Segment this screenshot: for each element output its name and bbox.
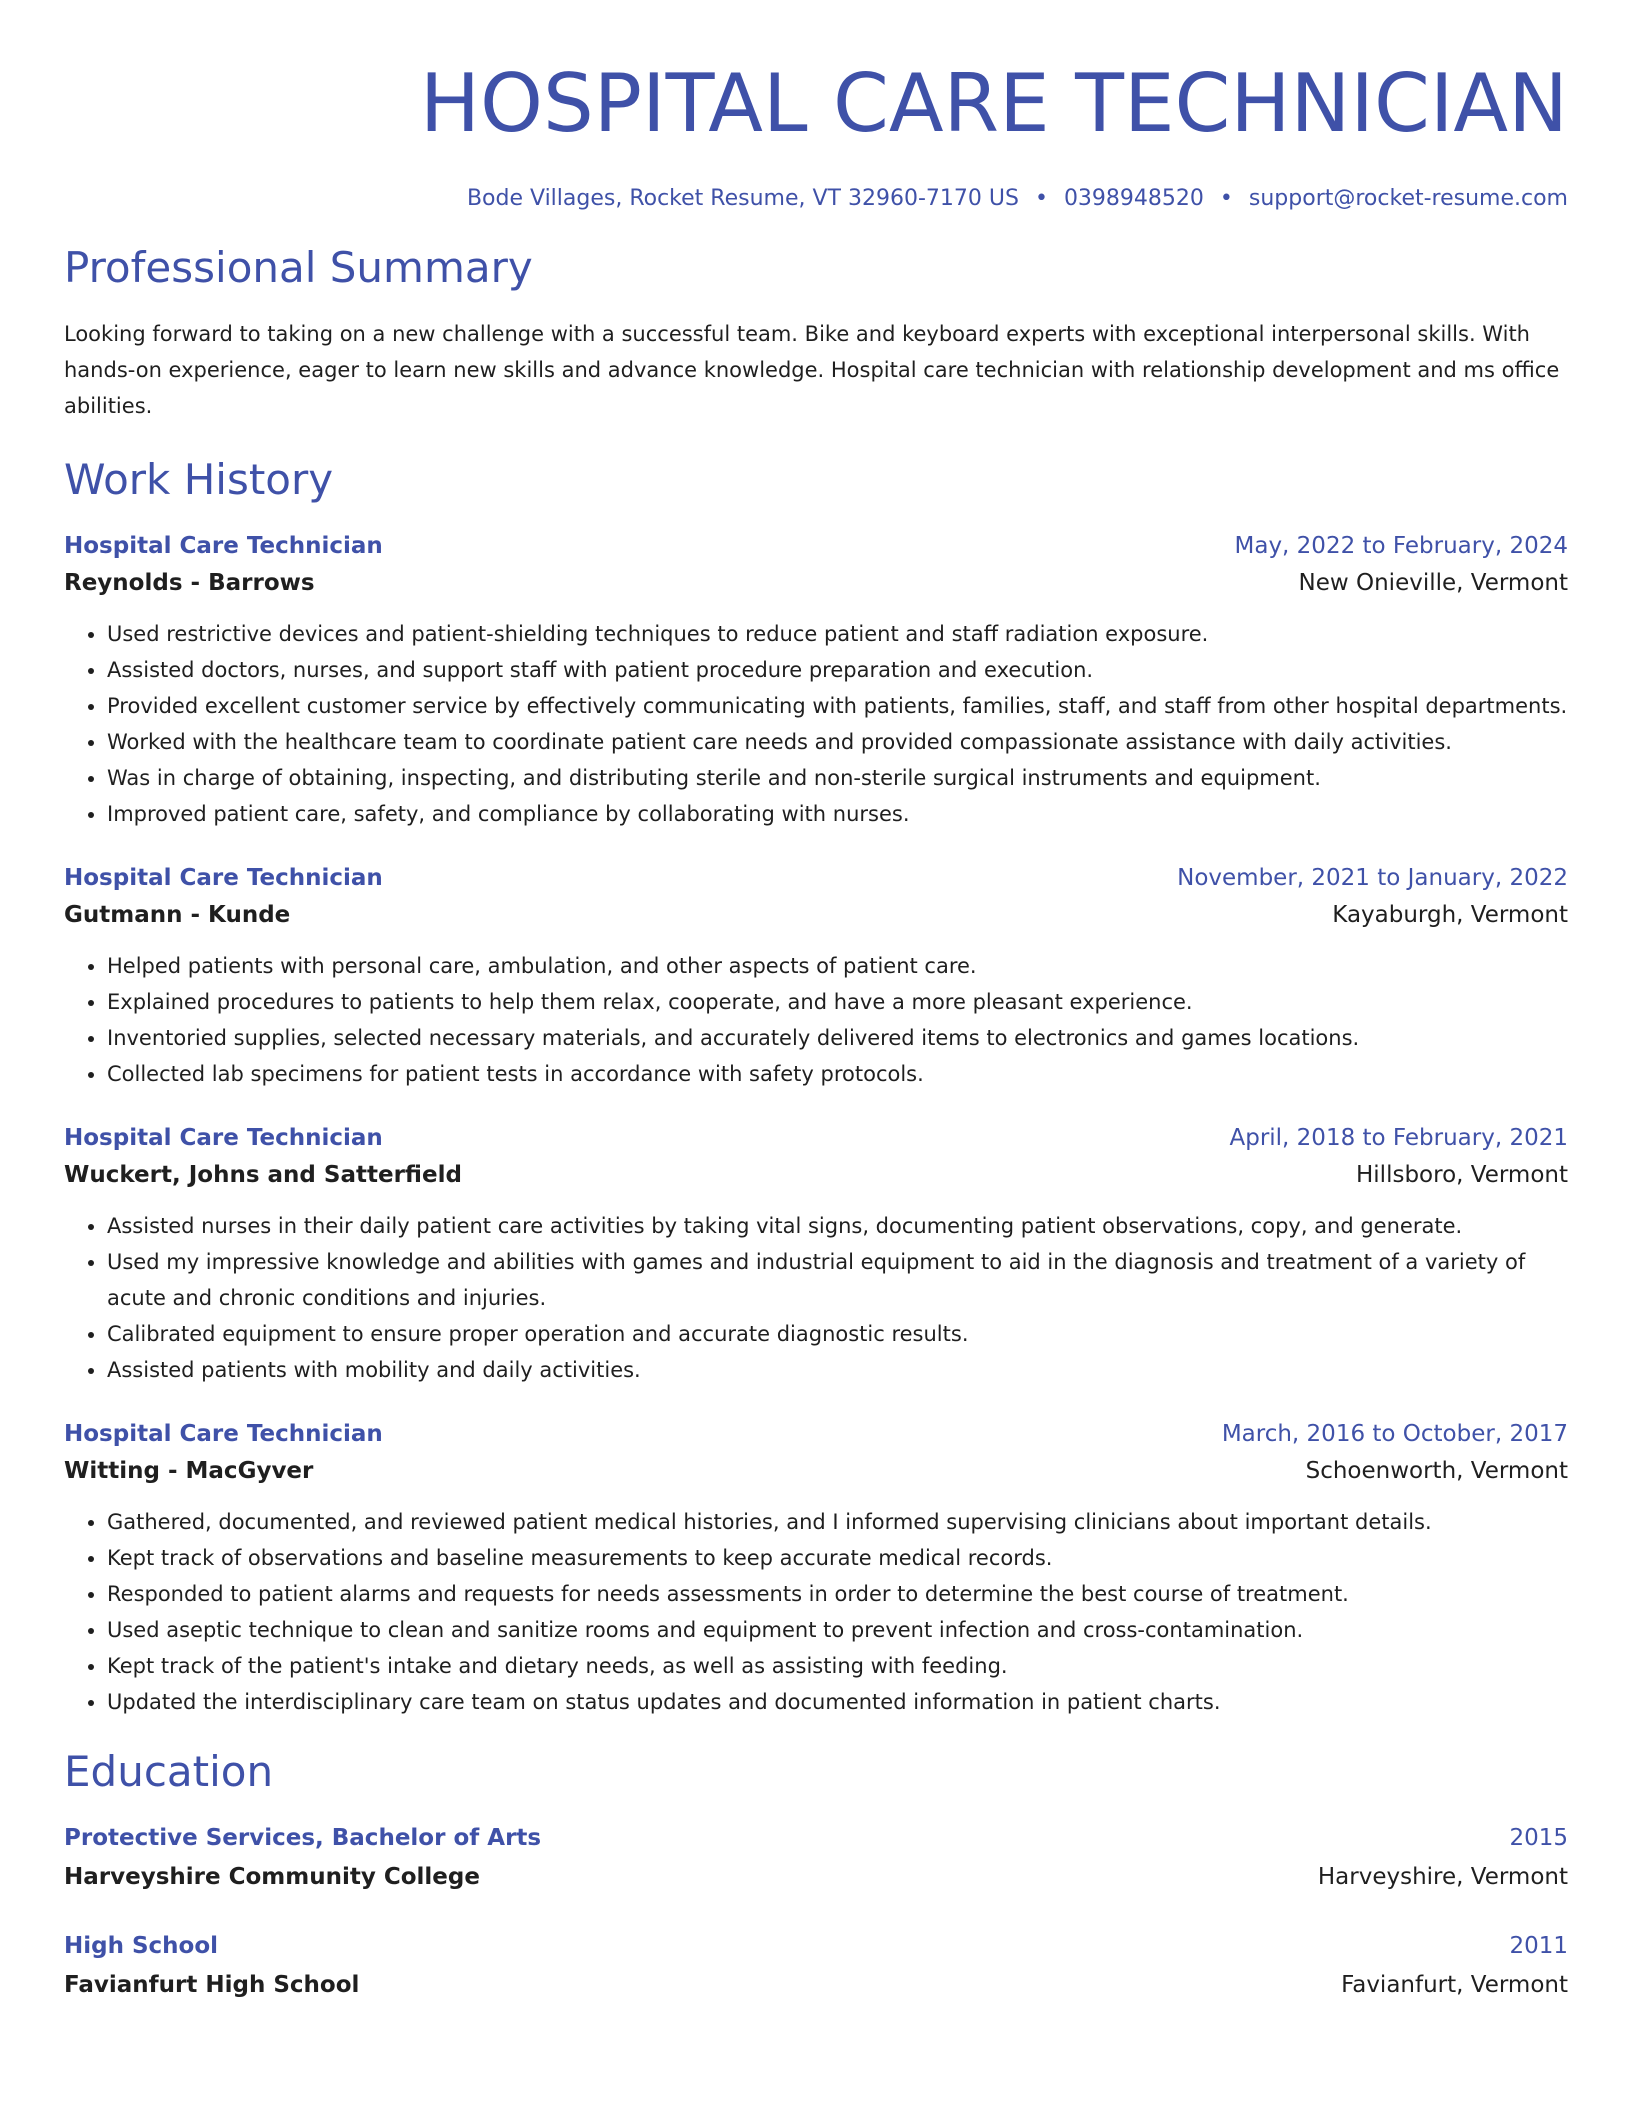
- education-location: Harveyshire, Vermont: [1317, 1864, 1568, 1890]
- job-dates: November, 2021 to January, 2022: [1177, 865, 1568, 891]
- education-year: 2015: [1509, 1825, 1568, 1851]
- job-company: Wuckert, Johns and Satterfield: [64, 1162, 462, 1188]
- education-school: Harveyshire Community College: [64, 1864, 480, 1890]
- job-bullet: • Inventoried supplies, selected necessary materials, and accurately delivered items to electronics and games locations.: [107, 1020, 1568, 1056]
- job-bullet: • Assisted doctors, nurses, and support staff with patient procedure preparation and execution.: [107, 652, 1568, 688]
- job-bullet: • Explained procedures to patients to help them relax, cooperate, and have a more pleasant experience.: [107, 984, 1568, 1020]
- contact-phone: 0398948520: [1063, 186, 1204, 211]
- job-bullet: • Provided excellent customer service by effectively communicating with patients, families, staff, and staff from other hospital departments.: [107, 688, 1568, 724]
- job-entry: [64, 528, 1568, 832]
- job-role: Hospital Care Technician: [64, 865, 383, 891]
- job-bullet: • Calibrated equipment to ensure proper operation and accurate diagnostic results.: [107, 1316, 1568, 1352]
- job-bullet: • Assisted patients with mobility and daily activities.: [107, 1352, 1568, 1388]
- job-bullet: • Kept track of the patient's intake and dietary needs, as well as assisting with feeding.: [107, 1648, 1568, 1684]
- job-bullet-list: [64, 948, 1568, 1092]
- job-location: Schoenworth, Vermont: [1305, 1458, 1568, 1484]
- education-heading: Education: [64, 1747, 274, 1796]
- education-year: 2011: [1509, 1933, 1568, 1959]
- job-company: Witting - MacGyver: [64, 1458, 314, 1484]
- resume-name: HOSPITAL CARE TECHNICIAN: [419, 57, 1568, 150]
- job-bullet: • Used aseptic technique to clean and sanitize rooms and equipment to prevent infection and cross-contamination.: [107, 1612, 1568, 1648]
- job-bullet: • Was in charge of obtaining, inspecting, and distributing sterile and non-sterile surgical instruments and equipment.: [107, 760, 1568, 796]
- job-bullet-list: [64, 1208, 1568, 1388]
- job-company: Gutmann - Kunde: [64, 902, 291, 928]
- contact-separator: •: [1219, 186, 1233, 211]
- job-bullet: • Assisted nurses in their daily patient care activities by taking vital signs, documenting patient observations, copy, and generate.: [107, 1208, 1568, 1244]
- job-bullet: • Used my impressive knowledge and abilities with games and industrial equipment to aid in the diagnosis and treatment of a variety of acute and chronic conditions and injuries.: [107, 1244, 1568, 1316]
- job-company: Reynolds - Barrows: [64, 570, 315, 596]
- job-bullet-list: [64, 1504, 1568, 1720]
- job-role: Hospital Care Technician: [64, 533, 383, 559]
- job-dates: March, 2016 to October, 2017: [1221, 1421, 1568, 1447]
- summary-heading: Professional Summary: [64, 243, 533, 292]
- job-bullet: • Updated the interdisciplinary care team on status updates and documented information in patient charts.: [107, 1684, 1568, 1720]
- education-school: Favianfurt High School: [64, 1972, 360, 1998]
- contact-email: support@rocket-resume.com: [1248, 186, 1568, 211]
- summary-text: Looking forward to taking on a new challenge with a successful team. Bike and keyboard experts with exceptional interpersonal skills. With hands-on experience, eager to learn new skills and advance knowledge. Hospital care technician with relationship development and ms office abilities.: [64, 322, 1560, 418]
- job-location: Hillsboro, Vermont: [1356, 1162, 1568, 1188]
- job-entry: [64, 860, 1568, 1092]
- contact-separator: •: [1034, 186, 1048, 211]
- contact-line: [64, 184, 1568, 214]
- education-degree: High School: [64, 1933, 219, 1959]
- job-bullet: • Worked with the healthcare team to coordinate patient care needs and provided compassionate assistance with daily activities.: [107, 724, 1568, 760]
- job-entry: [64, 1120, 1568, 1388]
- job-role: Hospital Care Technician: [64, 1125, 383, 1151]
- work-history-heading: Work History: [64, 455, 334, 504]
- job-bullet: • Responded to patient alarms and requests for needs assessments in order to determine the best course of treatment.: [107, 1576, 1568, 1612]
- job-role: Hospital Care Technician: [64, 1421, 383, 1447]
- job-list: [64, 528, 1568, 1720]
- job-dates: May, 2022 to February, 2024: [1234, 533, 1568, 559]
- job-bullet-list: [64, 616, 1568, 832]
- job-bullet: • Collected lab specimens for patient tests in accordance with safety protocols.: [107, 1056, 1568, 1092]
- education-degree: Protective Services, Bachelor of Arts: [64, 1825, 542, 1851]
- contact-address: Bode Villages, Rocket Resume, VT 32960-7170 US: [466, 186, 1019, 211]
- job-bullet: • Helped patients with personal care, ambulation, and other aspects of patient care.: [107, 948, 1568, 984]
- job-entry: [64, 1416, 1568, 1720]
- education-entry: [64, 1928, 1568, 2006]
- job-dates: April, 2018 to February, 2021: [1229, 1125, 1568, 1151]
- job-location: New Onieville, Vermont: [1298, 570, 1568, 596]
- education-location: Favianfurt, Vermont: [1341, 1972, 1568, 1998]
- job-bullet: • Gathered, documented, and reviewed patient medical histories, and I informed supervising clinicians about important details.: [107, 1504, 1568, 1540]
- job-bullet: • Improved patient care, safety, and compliance by collaborating with nurses.: [107, 796, 1568, 832]
- job-bullet: • Kept track of observations and baseline measurements to keep accurate medical records.: [107, 1540, 1568, 1576]
- education-entry: [64, 1820, 1568, 1898]
- job-location: Kayaburgh, Vermont: [1332, 902, 1568, 928]
- job-bullet: • Used restrictive devices and patient-shielding techniques to reduce patient and staff radiation exposure.: [107, 616, 1568, 652]
